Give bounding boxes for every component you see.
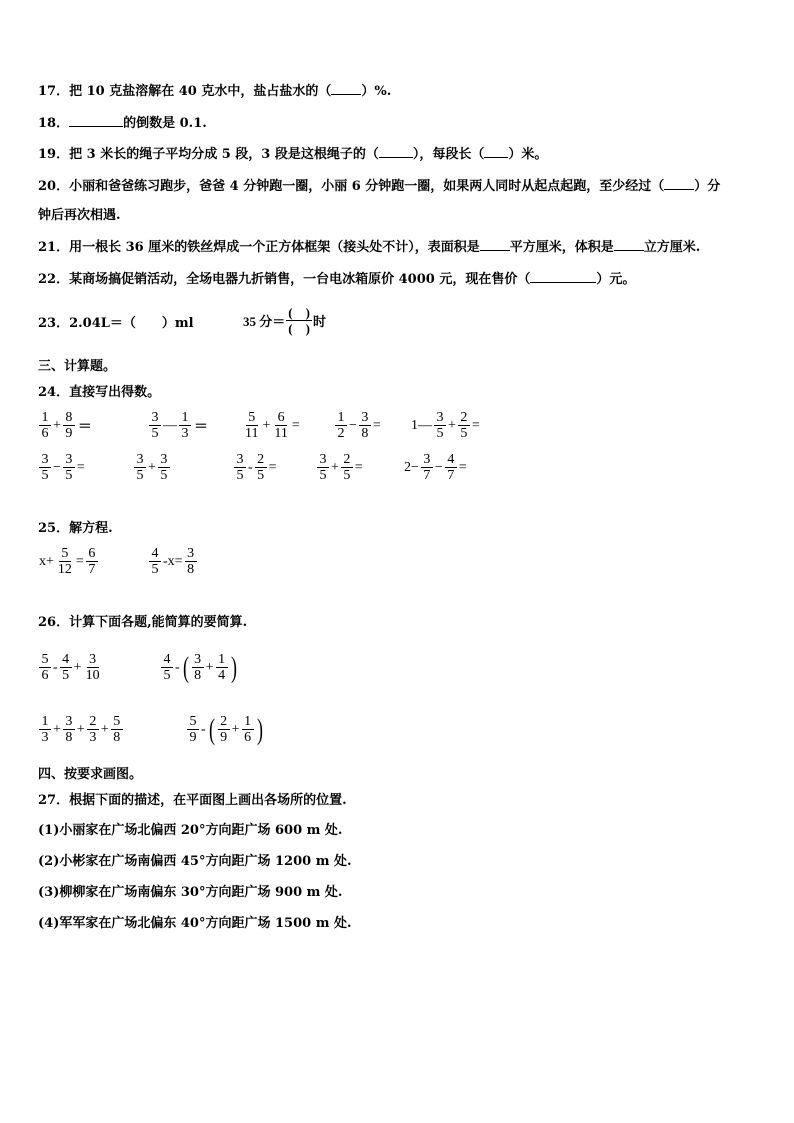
fraction: $\frac{( )}{( )}$ [288,305,310,336]
question-18: 18． 的倒数是 0.1. [38,116,207,131]
answer-blank[interactable] [379,145,413,158]
q25-equation-1: x+ $\frac{5}{12}$ = $\frac{6}{7}$ [38,546,99,577]
question-22: 22．某商场搞促销活动，全场电器九折销售，一台电冰箱原价 4000 元，现在售价（ ）元。 [38,272,636,287]
q27-item-2: (2)小彬家在广场南偏西 45°方向距广场 1200 m 处. [38,854,352,869]
question-23-part1: 23．2.04L＝（ ）ml [38,316,194,331]
answer-blank[interactable] [484,145,508,158]
fraction: $\frac{3}{7}$ [421,452,433,483]
q26-expr-1: $\frac{5}{6}$ - $\frac{4}{5}$ + $\frac{3}{10}$ [38,652,103,683]
fraction: $\frac{3}{5}$ [434,410,446,441]
fraction: $\frac{5}{11}$ [245,410,259,441]
q24-row2-expr-4: $\frac{3}{5}$ + $\frac{2}{5}$ = [316,452,364,483]
q26-expr-3: $\frac{1}{3}$ + $\frac{3}{8}$ + $\frac{2}{3}$ + $\frac{5}{8}$ [38,714,124,745]
q24-row1-expr-1: $\frac{1}{6}$ + $\frac{8}{9}$ ＝ [38,410,93,441]
q24-row1-expr-4: $\frac{1}{2}$ − $\frac{3}{8}$ = [334,410,382,441]
fraction: $\frac{1}{3}$ [179,410,191,441]
q26-expr-4: $\frac{5}{9}$ - ( $\frac{2}{9}$ + $\frac{1}{6}$ ) [186,714,265,745]
q26-expr-2: $\frac{4}{5}$ - ( $\frac{3}{8}$ + $\frac{1}{4}$ ) [160,652,239,683]
q24-row1-expr-3: $\frac{5}{11}$ + $\frac{6}{11}$ = [245,410,300,441]
answer-blank[interactable] [331,82,361,95]
q24-row1-expr-2: $\frac{3}{5}$ — $\frac{1}{3}$ ＝ [148,410,209,441]
fraction: $\frac{2}{5}$ [255,452,267,483]
fraction: $\frac{6}{11}$ [274,410,288,441]
answer-blank[interactable] [664,177,694,190]
answer-blank[interactable] [69,114,123,127]
question-26: 26．计算下面各题,能简算的要简算. [38,615,248,630]
question-19: 19．把 3 米长的绳子平均分成 5 段，3 段是这根绳子的（ ），每段长（ ）米。 [38,147,548,162]
fraction: $\frac{6}{7}$ [86,546,98,577]
question-17: 17．把 10 克盐溶解在 40 克水中，盐占盐水的（ ）%. [38,84,392,99]
question-27: 27．根据下面的描述，在平面图上画出各场所的位置. [38,793,347,808]
question-25: 25．解方程. [38,521,113,536]
fraction: $\frac{3}{5}$ [134,452,146,483]
fraction: $\frac{8}{9}$ [63,410,75,441]
q24-row2-expr-5: 2− $\frac{3}{7}$ − $\frac{4}{7}$ = [404,452,467,483]
fraction: $\frac{2}{5}$ [341,452,353,483]
question-20: 20．小丽和爸爸练习跑步，爸爸 4 分钟跑一圈，小丽 6 分钟跑一圈，如果两人同时从起点起跑，至少经过（ ）分 [38,179,721,194]
fraction: $\frac{3}{5}$ [149,410,161,441]
question-23-part2: 35 分＝ $\frac{( )}{( )}$ 时 [243,305,326,336]
q25-equation-2: $\frac{4}{5}$ -x= $\frac{3}{8}$ [148,546,198,577]
section-4-heading: 四、按要求画图。 [38,767,143,782]
question-21: 21．用一根长 36 厘米的铁丝焊成一个正方体框架（接头处不计），表面积是 平方厘米，体积是 立方厘米. [38,240,701,255]
fraction: $\frac{3}{5}$ [63,452,75,483]
q24-row2-expr-1: $\frac{3}{5}$ − $\frac{3}{5}$ = [38,452,86,483]
fraction: $\frac{5}{12}$ [57,546,72,577]
q24-row1-expr-5: 1— $\frac{3}{5}$ + $\frac{2}{5}$ = [411,410,480,441]
fraction: $\frac{4}{7}$ [445,452,457,483]
q27-item-3: (3)柳柳家在广场南偏东 30°方向距广场 900 m 处. [38,885,343,900]
fraction: $\frac{3}{5}$ [317,452,329,483]
question-20-cont: 钟后再次相遇. [38,208,121,223]
answer-blank[interactable] [614,238,644,251]
q24-row2-expr-3: $\frac{3}{5}$ - $\frac{2}{5}$ = [233,452,278,483]
q27-item-4: (4)军军家在广场北偏东 40°方向距广场 1500 m 处. [38,916,352,931]
answer-blank[interactable] [530,270,596,283]
answer-blank[interactable] [480,238,510,251]
question-24: 24．直接写出得数。 [38,385,161,400]
section-3-heading: 三、计算题。 [38,359,117,374]
fraction: $\frac{4}{5}$ [149,546,161,577]
q24-row2-expr-2: $\frac{3}{5}$ + $\frac{3}{5}$ [133,452,171,483]
fraction: $\frac{1}{2}$ [335,410,347,441]
fraction: $\frac{3}{5}$ [39,452,51,483]
fraction: $\frac{1}{6}$ [39,410,51,441]
fraction: $\frac{3}{5}$ [234,452,246,483]
fraction: $\frac{2}{5}$ [458,410,470,441]
fraction: $\frac{3}{8}$ [359,410,371,441]
fraction: $\frac{3}{5}$ [158,452,170,483]
q27-item-1: (1)小丽家在广场北偏西 20°方向距广场 600 m 处. [38,823,343,838]
fraction: $\frac{3}{8}$ [185,546,197,577]
